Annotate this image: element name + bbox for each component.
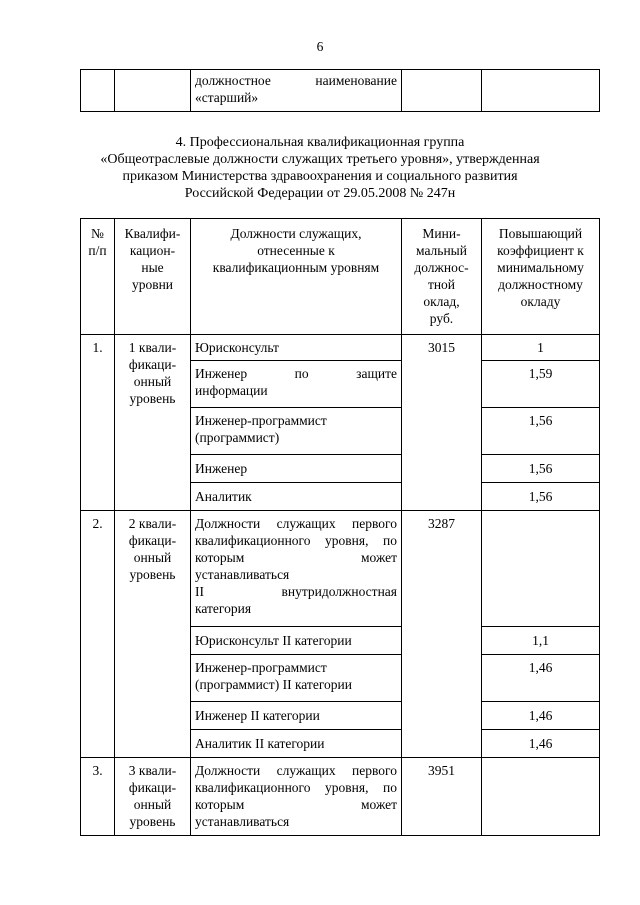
header-text: тной: [427, 277, 456, 292]
table-row: [81, 511, 600, 627]
header-text: кацион-: [129, 243, 176, 258]
header-text: коэффициент к: [497, 243, 584, 258]
level-text: уровень: [129, 391, 176, 406]
header-salary: [402, 219, 482, 335]
position-text: II внутридолжностная: [195, 584, 397, 599]
continuation-table: [80, 69, 600, 112]
header-text: Должности служащих,: [230, 226, 362, 241]
level-text: 3 квали-: [128, 763, 177, 778]
qualification-level: [115, 758, 191, 836]
position-cell: [191, 408, 402, 455]
position-text: (программист): [195, 430, 280, 445]
position-text: информации: [195, 383, 268, 398]
position-text: Аналитик: [195, 489, 252, 504]
level-text: уровень: [129, 814, 176, 829]
header-text: квалификационным уровням: [212, 260, 380, 275]
position-cell: [191, 730, 402, 758]
level-text: онный: [133, 797, 172, 812]
position-text: которым может: [195, 797, 397, 812]
position-cell: [191, 627, 402, 655]
coef-cell: 1,1: [482, 627, 600, 655]
header-text: п/п: [88, 243, 107, 258]
header-level: [115, 219, 191, 335]
header-text: отнесенные к: [257, 243, 335, 258]
heading-line: 4. Профессиональная квалификационная группа: [175, 135, 465, 150]
header-text: минимальному: [497, 260, 584, 275]
position-cell: [191, 511, 402, 627]
position-text: Должности служащих первого: [195, 763, 397, 778]
heading-line: Российской Федерации от 29.05.2008 № 247н: [184, 186, 456, 201]
coef-cell: 1,56: [482, 483, 600, 511]
position-cell: [191, 335, 402, 361]
heading-line: приказом Министерства здравоохранения и социального развития: [122, 169, 518, 184]
header-num: [81, 219, 115, 335]
header-text: оклад,: [423, 294, 460, 309]
level-text: 1 квали-: [128, 340, 177, 355]
position-text: Инженер по защите: [195, 366, 397, 381]
position-text: Юрисконсульт: [195, 340, 279, 355]
position-text: квалификационного уровня, по: [195, 533, 397, 548]
position-text: устанавливаться: [195, 814, 290, 829]
qualification-level: [115, 511, 191, 758]
position-text: Должности служащих первого: [195, 516, 397, 531]
cont-text-1a: должностное: [195, 73, 271, 88]
page-number: 6: [316, 39, 324, 54]
level-text: онный: [133, 550, 172, 565]
level-text: фикаци-: [128, 780, 177, 795]
coef-cell: 1,56: [482, 455, 600, 483]
header-text: руб.: [429, 311, 454, 326]
coef-cell: 1,56: [482, 408, 600, 455]
qualification-table: [80, 218, 600, 836]
salary-cell: 3015: [402, 335, 482, 511]
coef-cell: 1: [482, 335, 600, 361]
coef-cell: [482, 758, 600, 836]
position-text: квалификационного уровня, по: [195, 780, 397, 795]
qualification-level: [115, 335, 191, 511]
level-text: уровень: [129, 567, 176, 582]
position-text: Инженер-программист: [195, 660, 327, 675]
salary-cell: 3951: [402, 758, 482, 836]
header-text: окладу: [520, 294, 561, 309]
header-text: Квалифи-: [124, 226, 181, 241]
row-number: 2.: [81, 511, 115, 758]
cont-cell-coef: [482, 70, 600, 112]
coef-cell: 1,46: [482, 702, 600, 730]
row-number: 3.: [81, 758, 115, 836]
header-text: должнос-: [414, 260, 469, 275]
position-text: Юрисконсульт II категории: [195, 633, 352, 648]
position-cell: [191, 758, 402, 836]
header-text: уровни: [131, 277, 174, 292]
position-cell: [191, 655, 402, 702]
header-text: должностному: [498, 277, 583, 292]
salary-cell: 3287: [402, 511, 482, 758]
level-text: 2 квали-: [128, 516, 177, 531]
position-cell: [191, 483, 402, 511]
cont-cell-position: [191, 70, 402, 112]
coef-cell: 1,46: [482, 655, 600, 702]
level-text: фикаци-: [128, 357, 177, 372]
position-text: Инженер-программист: [195, 413, 327, 428]
cont-text-2: «старший»: [195, 90, 259, 105]
position-text: которым может: [195, 550, 397, 565]
cont-text-1b: наименование: [315, 73, 397, 88]
header-coef: [482, 219, 600, 335]
cont-cell-salary: [402, 70, 482, 112]
position-cell: [191, 361, 402, 408]
table-row: [81, 335, 600, 361]
header-text: Повышающий: [498, 226, 583, 241]
coef-cell: [482, 511, 600, 627]
position-text: категория: [195, 601, 252, 616]
heading-line: «Общеотраслевые должности служащих третьего уровня», утвержденная: [100, 152, 540, 167]
position-text: устанавливаться: [195, 567, 290, 582]
position-text: Инженер: [195, 461, 248, 476]
position-cell: [191, 455, 402, 483]
header-text: №: [91, 226, 104, 241]
table-row: [81, 758, 600, 836]
position-cell: [191, 702, 402, 730]
coef-cell: 1,59: [482, 361, 600, 408]
row-number: 1.: [81, 335, 115, 511]
header-text: ные: [141, 260, 164, 275]
coef-cell: 1,46: [482, 730, 600, 758]
header-text: Мини-: [422, 226, 461, 241]
cont-cell-num: [81, 70, 115, 112]
position-text: (программист) II категории: [195, 677, 352, 692]
position-text: Инженер II категории: [195, 708, 320, 723]
header-text: мальный: [416, 243, 467, 258]
table-header-row: [81, 219, 600, 335]
level-text: онный: [133, 374, 172, 389]
section-heading: [40, 134, 600, 202]
header-positions: [191, 219, 402, 335]
position-text: Аналитик II категории: [195, 736, 325, 751]
cont-cell-level: [115, 70, 191, 112]
level-text: фикаци-: [128, 533, 177, 548]
